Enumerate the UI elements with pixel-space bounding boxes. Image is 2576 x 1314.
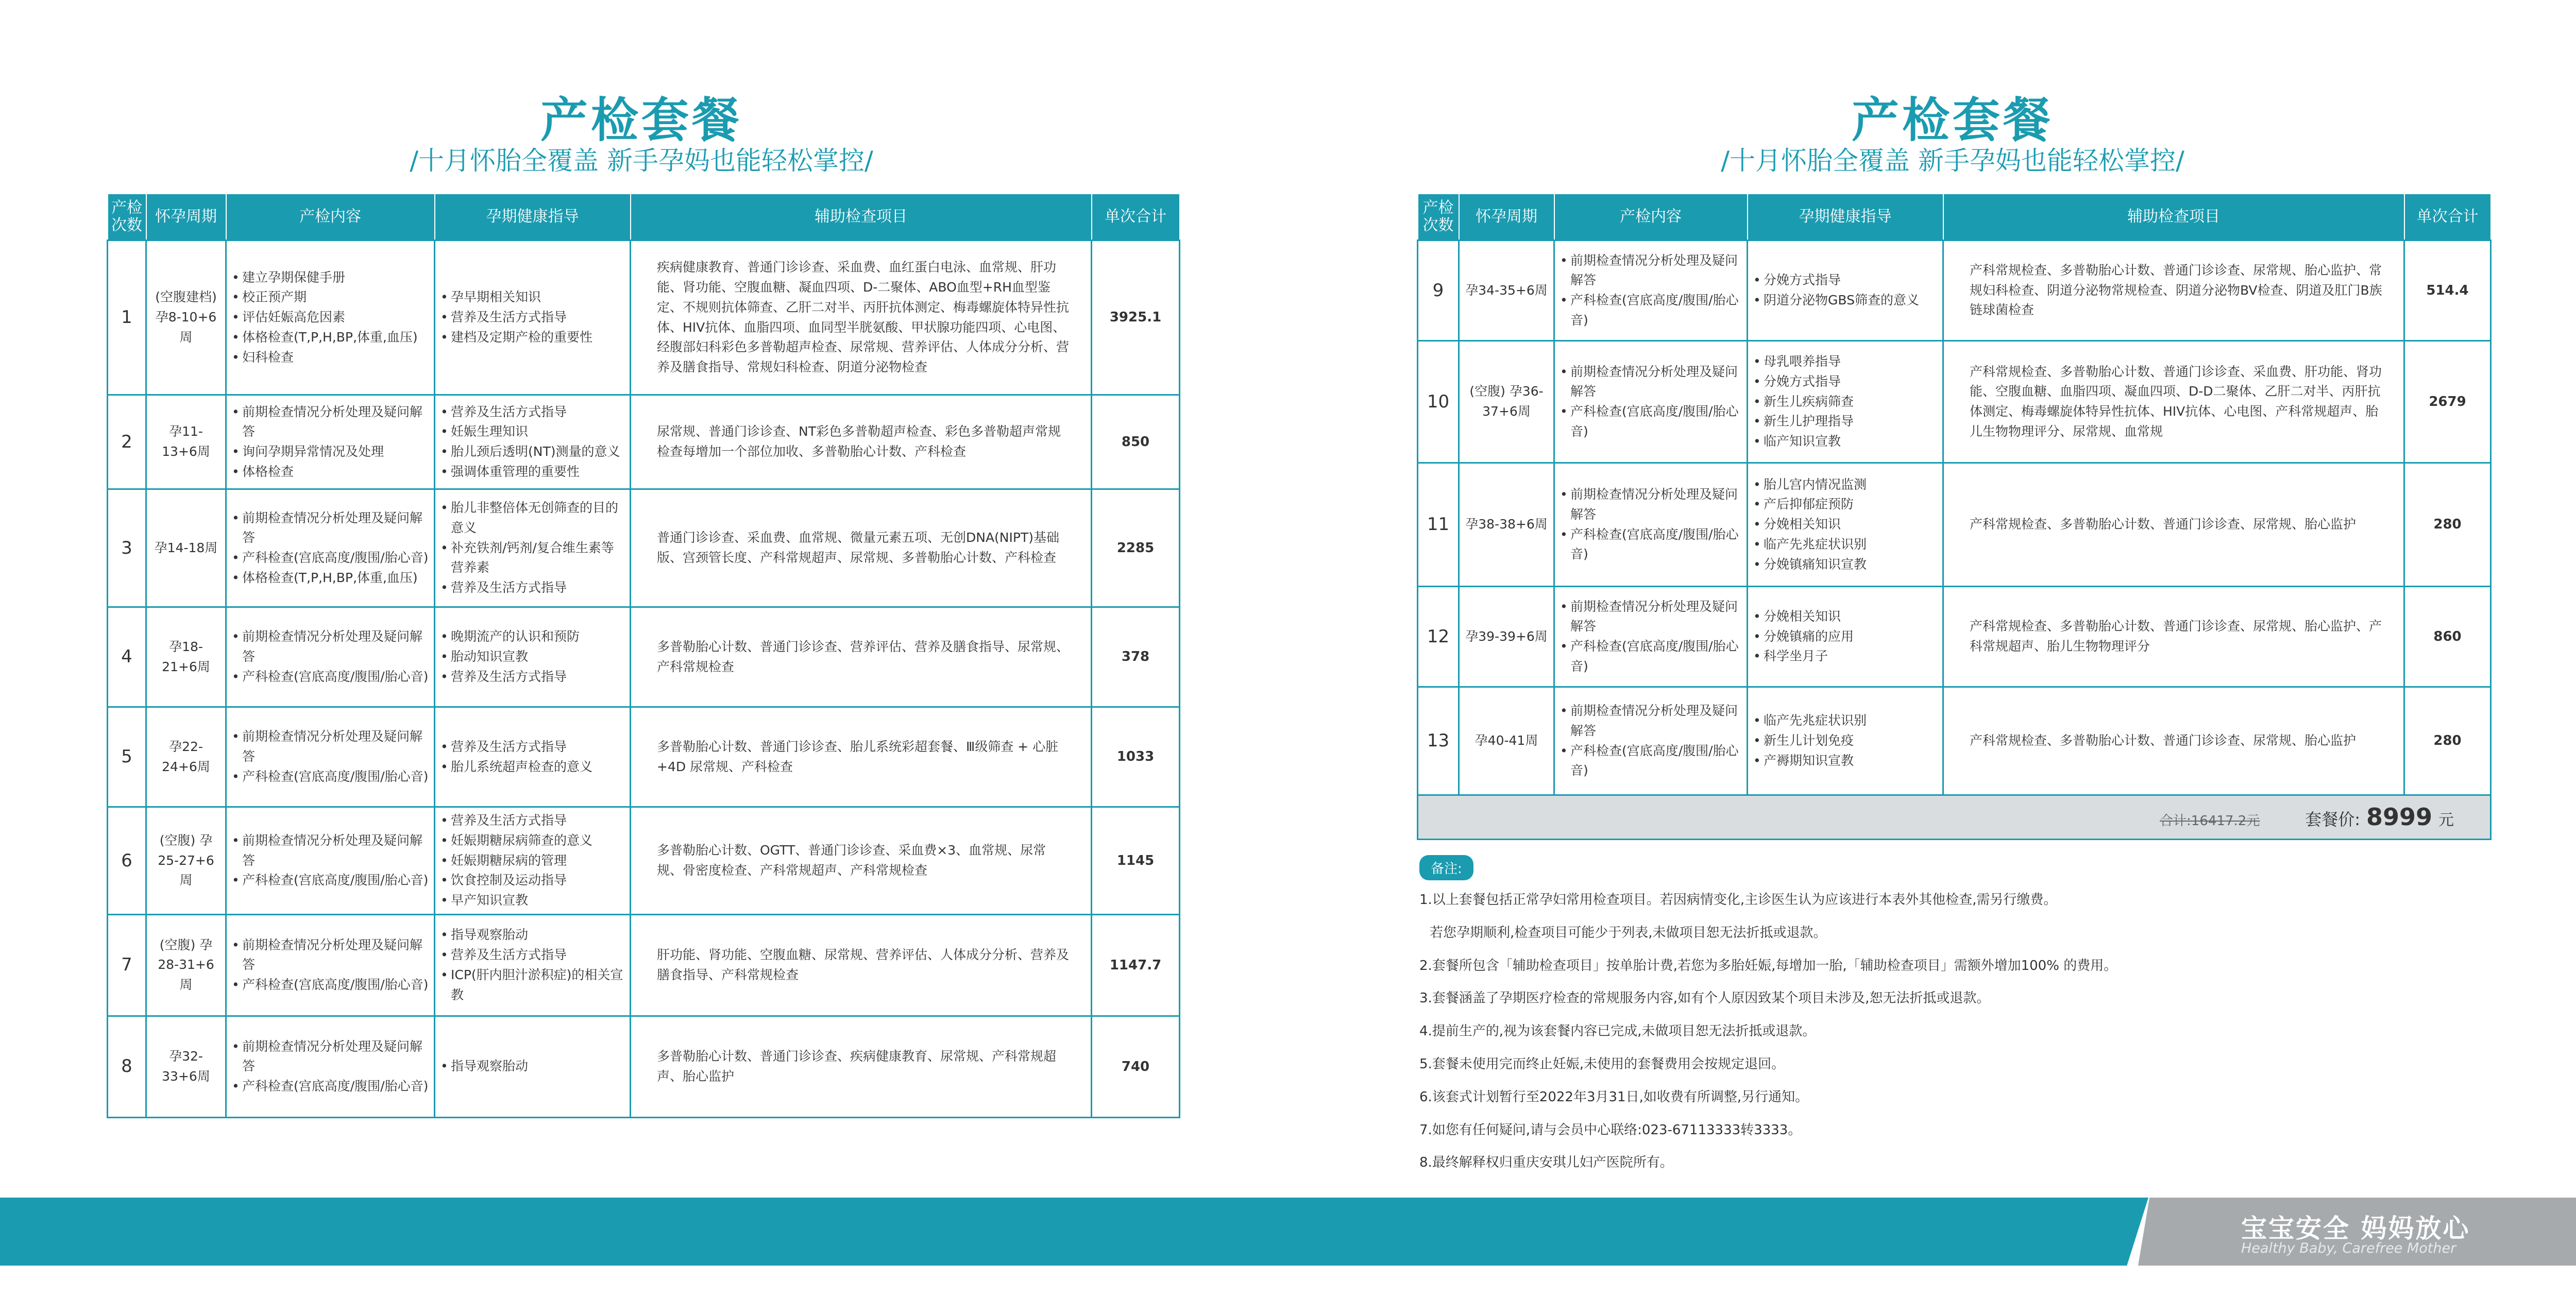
health-guidance: [435, 241, 631, 395]
auxiliary-items: 产科常规检查、多普勒胎心计数、普通门诊诊查、尿常规、胎心监护: [1943, 687, 2404, 795]
guidance-item: • 新生儿计划免疫: [1753, 731, 1937, 751]
health-guidance: [435, 489, 631, 607]
visit-number: 7: [108, 914, 146, 1016]
header-visit-no: 产检次数: [108, 194, 146, 241]
note-item: 3.套餐涵盖了孕期医疗检查的常规服务内容,如有个人原因致某个项目未涉及,恕无法折抵或退款。: [1419, 991, 1990, 1006]
visit-total: 280: [2404, 463, 2491, 587]
visit-number: 1: [108, 241, 146, 395]
content-item: • 妇科检查: [232, 348, 429, 368]
guidance-item: • 分娩相关知识: [1753, 515, 1937, 535]
left-checkup-table: [107, 193, 1180, 1118]
guidance-item: • 营养及生活方式指导: [440, 578, 624, 598]
content-list: [1560, 485, 1741, 565]
header-period: 怀孕周期: [146, 194, 226, 241]
note-item: 5.套餐未使用完而终止妊娠,未使用的套餐费用会按规定退回。: [1419, 1056, 1785, 1072]
left-page-title: 产检套餐: [540, 93, 742, 148]
content-item: • 产科检查(宫底高度/腹围/胎心音): [1560, 291, 1741, 331]
table-row: [108, 607, 1180, 707]
pregnancy-period: 孕18-21+6周: [146, 607, 226, 707]
auxiliary-items: 多普勒胎心计数、普通门诊诊查、疾病健康教育、尿常规、产科常规超声、胎心监护: [631, 1016, 1092, 1117]
guidance-item: • 指导观察胎动: [440, 925, 624, 945]
guidance-item: • 孕早期相关知识: [440, 287, 624, 308]
package-unit: 元: [2438, 811, 2454, 829]
auxiliary-items: 产科常规检查、多普勒胎心计数、普通门诊诊查、尿常规、胎心监护: [1943, 463, 2404, 587]
content-list: [1560, 597, 1741, 677]
content-item: • 体格检查(T,P,H,BP,体重,血压): [232, 568, 429, 588]
guidance-item: • 妊娠生理知识: [440, 422, 624, 442]
guidance-item: • 母乳喂养指导: [1753, 352, 1937, 372]
guidance-item: • 营养及生活方式指导: [440, 308, 624, 328]
content-item: • 体格检查: [232, 462, 429, 482]
package-price: 8999: [2366, 803, 2433, 831]
content-item: • 体格检查(T,P,H,BP,体重,血压): [232, 328, 429, 348]
guidance-list: [440, 925, 624, 1005]
guidance-item: • 胎动知识宣教: [440, 647, 624, 667]
right-table-header: [1418, 194, 2491, 241]
visit-total: 378: [1092, 607, 1180, 707]
pregnancy-period: (空腹) 孕36-37+6周: [1459, 341, 1554, 463]
visit-number: 5: [108, 707, 146, 807]
guidance-item: • 临产先兆症状识别: [1753, 711, 1937, 731]
guidance-item: • 分娩方式指导: [1753, 270, 1937, 291]
guidance-item: • 胎儿颈后透明(NT)测量的意义: [440, 442, 624, 462]
header-aux: 辅助检查项目: [1943, 194, 2404, 241]
guidance-item: • 分娩镇痛的应用: [1753, 627, 1937, 647]
content-list: [232, 268, 429, 368]
health-guidance: [435, 707, 631, 807]
guidance-item: • 营养及生活方式指导: [440, 402, 624, 422]
visit-total: 860: [2404, 587, 2491, 687]
guidance-list: [440, 287, 624, 347]
health-guidance: [435, 1016, 631, 1117]
content-item: • 产科检查(宫底高度/腹围/胎心音): [232, 767, 429, 787]
checkup-content: [226, 914, 435, 1016]
pregnancy-period: 孕38-38+6周: [1459, 463, 1554, 587]
guidance-item: • 新生儿护理指导: [1753, 412, 1937, 432]
guidance-item: • 分娩相关知识: [1753, 607, 1937, 627]
health-guidance: [435, 807, 631, 915]
guidance-item: • 胎儿宫内情况监测: [1753, 475, 1937, 495]
table-row: [1418, 587, 2491, 687]
guidance-list: [1753, 270, 1937, 311]
auxiliary-items: 产科常规检查、多普勒胎心计数、普通门诊诊查、尿常规、胎心监护、常规妇科检查、阴道分泌物常规检查、阴道分泌物BV检查、阴道及肛门B族链球菌检查: [1943, 241, 2404, 341]
visit-number: 4: [108, 607, 146, 707]
checkup-content: [226, 241, 435, 395]
content-item: • 前期检查情况分析处理及疑问解答: [232, 402, 429, 442]
visit-number: 6: [108, 807, 146, 915]
header-period: 怀孕周期: [1459, 194, 1554, 241]
summary-row: [1418, 795, 2491, 840]
notes-list: [1419, 892, 2501, 1172]
health-guidance: [435, 607, 631, 707]
guidance-item: • 阴道分泌物GBS筛查的意义: [1753, 291, 1937, 311]
guidance-list: [440, 1056, 624, 1077]
content-list: [232, 508, 429, 588]
auxiliary-items: 多普勒胎心计数、普通门诊诊查、营养评估、营养及膳食指导、尿常规、产科常规检查: [631, 607, 1092, 707]
content-item: • 产科检查(宫底高度/腹围/胎心音): [1560, 525, 1741, 565]
note-item: 若您孕期顺利,检查项目可能少于列表,未做项目恕无法折抵或退款。: [1430, 925, 1827, 941]
notes-badge: 备注:: [1419, 855, 1473, 880]
content-item: • 前期检查情况分析处理及疑问解答: [232, 831, 429, 871]
checkup-content: [1554, 687, 1748, 795]
content-item: • 产科检查(宫底高度/腹围/胎心音): [232, 667, 429, 687]
auxiliary-items: 多普勒胎心计数、普通门诊诊查、胎儿系统彩超套餐、Ⅲ级筛查 + 心脏 +4D 尿常规、产科检查: [631, 707, 1092, 807]
guidance-item: • 建档及定期产检的重要性: [440, 328, 624, 348]
right-checkup-table: [1417, 193, 2492, 840]
content-item: • 前期检查情况分析处理及疑问解答: [232, 1037, 429, 1077]
visit-total: 514.4: [2404, 241, 2491, 341]
visit-number: 8: [108, 1016, 146, 1117]
notes-section: [1419, 855, 2501, 1187]
content-item: • 产科检查(宫底高度/腹围/胎心音): [1560, 637, 1741, 677]
guidance-item: • 临产先兆症状识别: [1753, 535, 1937, 555]
table-row: [1418, 687, 2491, 795]
guidance-list: [440, 811, 624, 911]
guidance-item: • ICP(肝内胆汁淤积症)的相关宣教: [440, 965, 624, 1005]
note-item: 6.该套式计划暂行至2022年3月31日,如收费有所调整,另行通知。: [1419, 1089, 1809, 1105]
checkup-content: [226, 395, 435, 489]
table-row: [108, 241, 1180, 395]
guidance-list: [440, 402, 624, 482]
content-list: [232, 402, 429, 482]
pregnancy-period: 孕11-13+6周: [146, 395, 226, 489]
content-item: • 询问孕期异常情况及处理: [232, 442, 429, 462]
content-list: [1560, 701, 1741, 781]
visit-total: 1145: [1092, 807, 1180, 915]
guidance-item: • 产褥期知识宣教: [1753, 751, 1937, 771]
content-item: • 前期检查情况分析处理及疑问解答: [232, 727, 429, 767]
header-aux: 辅助检查项目: [631, 194, 1092, 241]
health-guidance: [435, 914, 631, 1016]
table-row: [108, 807, 1180, 915]
visit-total: 280: [2404, 687, 2491, 795]
content-list: [232, 831, 429, 891]
pregnancy-period: 孕40-41周: [1459, 687, 1554, 795]
checkup-content: [1554, 341, 1748, 463]
content-list: [232, 1037, 429, 1097]
content-item: • 产科检查(宫底高度/腹围/胎心音): [232, 871, 429, 891]
guidance-item: • 产后抑郁症预防: [1753, 494, 1937, 515]
visit-total: 3925.1: [1092, 241, 1180, 395]
guidance-list: [1753, 475, 1937, 575]
pregnancy-period: (空腹) 孕28-31+6周: [146, 914, 226, 1016]
table-row: [1418, 463, 2491, 587]
checkup-content: [226, 1016, 435, 1117]
auxiliary-items: 肝功能、肾功能、空腹血糖、尿常规、营养评估、人体成分分析、营养及膳食指导、产科常规检查: [631, 914, 1092, 1016]
guidance-item: • 补充铁剂/钙剂/复合维生素等营养素: [440, 538, 624, 578]
content-item: • 前期检查情况分析处理及疑问解答: [232, 508, 429, 549]
left-table-header: [108, 194, 1180, 241]
checkup-content: [1554, 587, 1748, 687]
note-item: 8.最终解释权归重庆安琪儿妇产医院所有。: [1419, 1155, 1673, 1171]
note-item: 2.套餐所包含「辅助检查项目」按单胎计费,若您为多胎妊娠,每增加一胎,「辅助检查项目」需额外增加100% 的费用。: [1419, 958, 2117, 974]
checkup-content: [226, 489, 435, 607]
content-list: [232, 627, 429, 687]
header-guidance: 孕期健康指导: [435, 194, 631, 241]
content-item: • 产科检查(宫底高度/腹围/胎心音): [232, 1077, 429, 1097]
visit-number: 10: [1418, 341, 1459, 463]
guidance-item: • 科学坐月子: [1753, 646, 1937, 667]
auxiliary-items: 尿常规、普通门诊诊查、NT彩色多普勒超声检查、彩色多普勒超声常规检查每增加一个部位加收、多普勒胎心计数、产科检查: [631, 395, 1092, 489]
header-content: 产检内容: [1554, 194, 1748, 241]
content-item: • 产科检查(宫底高度/腹围/胎心音): [1560, 402, 1741, 442]
visit-number: 2: [108, 395, 146, 489]
guidance-item: • 指导观察胎动: [440, 1056, 624, 1077]
guidance-item: • 强调体重管理的重要性: [440, 462, 624, 482]
content-item: • 建立孕期保健手册: [232, 268, 429, 288]
checkup-content: [1554, 463, 1748, 587]
guidance-item: • 胎儿系统超声检查的意义: [440, 757, 624, 777]
guidance-item: • 临产知识宣教: [1753, 432, 1937, 452]
guidance-item: • 妊娠期糖尿病的管理: [440, 851, 624, 871]
guidance-item: • 晚期流产的认识和预防: [440, 627, 624, 647]
table-row: [108, 914, 1180, 1016]
health-guidance: [1748, 241, 1943, 341]
guidance-item: • 营养及生活方式指导: [440, 667, 624, 687]
auxiliary-items: 多普勒胎心计数、OGTT、普通门诊诊查、采血费×3、血常规、尿常规、骨密度检查、产科常规超声、产科常规检查: [631, 807, 1092, 915]
content-item: • 产科检查(宫底高度/腹围/胎心音): [232, 548, 429, 568]
visit-number: 13: [1418, 687, 1459, 795]
guidance-list: [440, 627, 624, 687]
visit-number: 9: [1418, 241, 1459, 341]
visit-total: 1147.7: [1092, 914, 1180, 1016]
content-item: • 校正预产期: [232, 287, 429, 308]
guidance-item: • 营养及生活方式指导: [440, 945, 624, 965]
content-item: • 前期检查情况分析处理及疑问解答: [1560, 597, 1741, 637]
header-content: 产检内容: [226, 194, 435, 241]
content-list: [232, 727, 429, 787]
table-row: [1418, 241, 2491, 341]
content-item: • 产科检查(宫底高度/腹围/胎心音): [1560, 741, 1741, 781]
note-item: 1.以上套餐包括正常孕妇常用检查项目。若因病情变化,主诊医生认为应该进行本表外其他检查,需另行缴费。: [1419, 892, 2057, 908]
content-list: [1560, 362, 1741, 442]
content-item: • 产科检查(宫底高度/腹围/胎心音): [232, 975, 429, 995]
right-page-title: 产检套餐: [1851, 93, 2054, 148]
footer-slogan: 宝宝安全 妈妈放心: [2241, 1214, 2470, 1243]
auxiliary-items: 产科常规检查、多普勒胎心计数、普通门诊诊查、尿常规、胎心监护、产科常规超声、胎儿生物物理评分: [1943, 587, 2404, 687]
visit-total: 850: [1092, 395, 1180, 489]
visit-total: 1033: [1092, 707, 1180, 807]
content-list: [1560, 251, 1741, 331]
table-row: [108, 395, 1180, 489]
visit-number: 12: [1418, 587, 1459, 687]
table-row: [108, 489, 1180, 607]
content-item: • 前期检查情况分析处理及疑问解答: [1560, 701, 1741, 741]
note-item: 4.提前生产的,视为该套餐内容已完成,未做项目恕无法折抵或退款。: [1419, 1023, 1816, 1039]
content-item: • 前期检查情况分析处理及疑问解答: [232, 935, 429, 976]
health-guidance: [435, 395, 631, 489]
guidance-item: • 新生儿疾病筛查: [1753, 392, 1937, 412]
package-label: 套餐价:: [2305, 810, 2361, 829]
checkup-content: [226, 607, 435, 707]
content-item: • 前期检查情况分析处理及疑问解答: [1560, 485, 1741, 525]
pregnancy-period: 孕14-18周: [146, 489, 226, 607]
guidance-item: • 分娩镇痛知识宣教: [1753, 555, 1937, 575]
content-list: [232, 935, 429, 995]
guidance-list: [1753, 352, 1937, 452]
pregnancy-period: (空腹) 孕25-27+6周: [146, 807, 226, 915]
health-guidance: [1748, 587, 1943, 687]
pregnancy-period: 孕34-35+6周: [1459, 241, 1554, 341]
auxiliary-items: 普通门诊诊查、采血费、血常规、微量元素五项、无创DNA(NIPT)基础版、宫颈管长度、产科常规超声、尿常规、多普勒胎心计数、产科检查: [631, 489, 1092, 607]
pregnancy-period: 孕22-24+6周: [146, 707, 226, 807]
footer-teal-bar: [0, 1198, 2148, 1266]
guidance-list: [1753, 711, 1937, 771]
pregnancy-period: 孕39-39+6周: [1459, 587, 1554, 687]
content-item: • 前期检查情况分析处理及疑问解答: [1560, 251, 1741, 291]
guidance-item: • 胎儿非整倍体无创筛查的目的意义: [440, 498, 624, 538]
health-guidance: [1748, 341, 1943, 463]
health-guidance: [1748, 687, 1943, 795]
visit-total: 2285: [1092, 489, 1180, 607]
footer-slogan-en: Healthy Baby, Carefree Mother: [2241, 1240, 2456, 1256]
left-page-subtitle: /十月怀胎全覆盖 新手孕妈也能轻松掌控/: [410, 146, 873, 176]
checkup-content: [1554, 241, 1748, 341]
guidance-list: [440, 498, 624, 598]
guidance-item: • 分娩方式指导: [1753, 372, 1937, 392]
table-row: [108, 1016, 1180, 1117]
auxiliary-items: 产科常规检查、多普勒胎心计数、普通门诊诊查、采血费、肝功能、肾功能、空腹血糖、血脂四项、凝血四项、D-D二聚体、乙肝二对半、丙肝抗体测定、梅毒螺旋体特异性抗体、HIV抗体、心电图、产科常规超声、胎儿生物物理评分、尿常规、血常规: [1943, 341, 2404, 463]
pregnancy-period: (空腹建档) 孕8-10+6周: [146, 241, 226, 395]
guidance-item: • 饮食控制及运动指导: [440, 871, 624, 891]
health-guidance: [1748, 463, 1943, 587]
note-item: 7.如您有任何疑问,请与会员中心联络:023-67113333转3333。: [1419, 1122, 1802, 1138]
header-visit-no: 产检次数: [1418, 194, 1459, 241]
checkup-content: [226, 707, 435, 807]
visit-number: 11: [1418, 463, 1459, 587]
summary-cell: [1418, 795, 2491, 840]
header-guidance: 孕期健康指导: [1748, 194, 1943, 241]
guidance-item: • 早产知识宣教: [440, 891, 624, 911]
visit-total: 2679: [2404, 341, 2491, 463]
auxiliary-items: 疾病健康教育、普通门诊诊查、采血费、血红蛋白电泳、血常规、肝功能、肾功能、空腹血糖、凝血四项、D-二聚体、ABO血型+RH血型鉴定、不规则抗体筛查、乙肝二对半、丙肝抗体测定、梅毒螺旋体特异性抗体、HIV抗体、血脂四项、血同型半胱氨酸、甲状腺功能四项、心电图、经腹部妇科彩色多普勒超声检查、尿常规、营养评估、人体成分分析、营养及膳食指导、常规妇科检查、阴道分泌物检查: [631, 241, 1092, 395]
guidance-list: [440, 737, 624, 777]
visit-total: 740: [1092, 1016, 1180, 1117]
table-row: [1418, 341, 2491, 463]
header-total: 单次合计: [2404, 194, 2491, 241]
checkup-content: [226, 807, 435, 915]
guidance-list: [1753, 607, 1937, 667]
content-item: • 前期检查情况分析处理及疑问解答: [1560, 362, 1741, 402]
guidance-item: • 营养及生活方式指导: [440, 737, 624, 757]
table-row: [108, 707, 1180, 807]
visit-number: 3: [108, 489, 146, 607]
right-page-subtitle: /十月怀胎全覆盖 新手孕妈也能轻松掌控/: [1721, 146, 2184, 176]
content-item: • 评估妊娠高危因素: [232, 308, 429, 328]
pregnancy-period: 孕32-33+6周: [146, 1016, 226, 1117]
guidance-item: • 妊娠期糖尿病筛查的意义: [440, 831, 624, 851]
header-total: 单次合计: [1092, 194, 1180, 241]
original-total: 合计:16417.2元: [2160, 813, 2260, 829]
content-item: • 前期检查情况分析处理及疑问解答: [232, 627, 429, 667]
guidance-item: • 营养及生活方式指导: [440, 811, 624, 831]
